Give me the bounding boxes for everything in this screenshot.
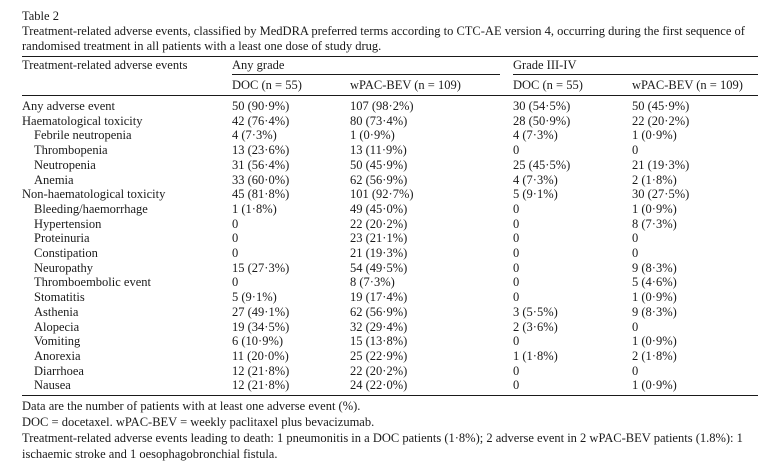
table-cell: 21 (19·3%) bbox=[350, 246, 408, 260]
table-cell: 45 (81·8%) bbox=[232, 187, 290, 202]
table-cell: 1 (0·9%) bbox=[632, 201, 677, 216]
table-cell: 5 (4·6%) bbox=[632, 275, 677, 290]
table-cell: 1 (0·9%) bbox=[632, 378, 677, 393]
table-cell: 33 (60·0%) bbox=[232, 172, 290, 187]
footnote-abbrev: DOC = docetaxel. wPAC-BEV = weekly paclitaxel plus bevacizumab. bbox=[22, 415, 375, 429]
table-cell: 13 (23·6%) bbox=[232, 143, 290, 158]
row-label: Nausea bbox=[34, 378, 71, 393]
table-cell: 1 (0·9%) bbox=[350, 128, 395, 143]
table-cell: 0 bbox=[513, 260, 520, 275]
table-cell: 2 (1·8%) bbox=[632, 172, 677, 187]
table-cell: 0 bbox=[232, 246, 239, 260]
row-label: Thrombopenia bbox=[34, 143, 108, 158]
table-cell: 19 (17·4%) bbox=[350, 290, 408, 305]
table-cell: 15 (13·8%) bbox=[350, 334, 408, 349]
table-cell: 0 bbox=[513, 231, 520, 246]
table-cell: 25 (22·9%) bbox=[350, 348, 408, 363]
table-cell: 0 bbox=[513, 275, 520, 290]
table-cell: 2 (3·6%) bbox=[513, 319, 558, 334]
row-label: Neuropathy bbox=[34, 260, 94, 275]
row-label: Febrile neutropenia bbox=[34, 128, 132, 143]
row-label: Stomatitis bbox=[34, 290, 85, 305]
table-cell: 22 (20·2%) bbox=[350, 363, 408, 378]
table-cell: 9 (8·3%) bbox=[632, 260, 677, 275]
footnote-deaths: Treatment-related adverse events leading to death: 1 pneumonitis in a DOC patients (1·8%); 2 adverse event in 2 wPAC-BEV patients (1.8%): 1 ischaemic stroke and 1 oesophagobronchial fistula. bbox=[22, 431, 743, 461]
table-cell: 12 (21·8%) bbox=[232, 378, 290, 393]
table-label: Table 2 bbox=[22, 9, 59, 23]
row-label: Bleeding/haemorrhage bbox=[34, 201, 148, 216]
row-label-header: Treatment-related adverse events bbox=[22, 58, 188, 72]
row-label: Anemia bbox=[34, 172, 74, 187]
row-label: Thromboembolic event bbox=[34, 275, 151, 290]
row-label: Haematological toxicity bbox=[22, 113, 143, 128]
table-cell: 1 (0·9%) bbox=[632, 290, 677, 305]
table-cell: 23 (21·1%) bbox=[350, 231, 408, 246]
table-cell: 22 (20·2%) bbox=[632, 113, 690, 128]
row-label: Diarrhoea bbox=[34, 363, 84, 378]
table-cell: 15 (27·3%) bbox=[232, 260, 290, 275]
table-cell: 4 (7·3%) bbox=[513, 128, 558, 143]
table-cell: 5 (9·1%) bbox=[513, 187, 558, 202]
table-cell: 3 (5·5%) bbox=[513, 304, 558, 319]
row-label: Hypertension bbox=[34, 216, 102, 231]
group-any-grade: Any grade bbox=[232, 58, 285, 72]
table-cell: 30 (27·5%) bbox=[632, 187, 690, 202]
table-cell: 0 bbox=[232, 231, 239, 246]
table-cell: 4 (7·3%) bbox=[513, 172, 558, 187]
any-grade-rule bbox=[232, 74, 500, 75]
table-cell: 0 bbox=[632, 246, 639, 260]
table-cell: 1 (1·8%) bbox=[232, 201, 277, 216]
table-cell: 27 (49·1%) bbox=[232, 304, 290, 319]
table-cell: 1 (0·9%) bbox=[632, 334, 677, 349]
table-cell: 0 bbox=[513, 143, 520, 158]
table-cell: 9 (8·3%) bbox=[632, 304, 677, 319]
table-cell: 19 (34·5%) bbox=[232, 319, 290, 334]
row-label: Non-haematological toxicity bbox=[22, 187, 166, 202]
table-cell: 4 (7·3%) bbox=[232, 128, 277, 143]
table-cell: 21 (19·3%) bbox=[632, 157, 690, 172]
row-label: Proteinuria bbox=[34, 231, 90, 246]
table-cell: 0 bbox=[513, 363, 520, 378]
table-cell: 0 bbox=[632, 143, 639, 158]
row-label: Asthenia bbox=[34, 304, 79, 319]
row-label: Vomiting bbox=[34, 334, 81, 349]
header-rule bbox=[22, 95, 758, 96]
table-cell: 0 bbox=[632, 231, 639, 246]
col-header-wpac-severe: wPAC-BEV (n = 109) bbox=[632, 78, 743, 92]
table-cell: 62 (56·9%) bbox=[350, 304, 408, 319]
table-cell: 6 (10·9%) bbox=[232, 334, 284, 349]
footnote-data: Data are the number of patients with at least one adverse event (%). bbox=[22, 399, 361, 413]
table-cell: 80 (73·4%) bbox=[350, 113, 408, 128]
table-cell: 0 bbox=[513, 378, 520, 393]
table-cell: 30 (54·5%) bbox=[513, 99, 571, 113]
table-cell: 24 (22·0%) bbox=[350, 378, 408, 393]
grade-3-4-rule bbox=[513, 74, 758, 75]
table-cell: 31 (56·4%) bbox=[232, 157, 290, 172]
table-cell: 2 (1·8%) bbox=[632, 348, 677, 363]
row-label: Any adverse event bbox=[22, 99, 116, 113]
table-cell: 50 (45·9%) bbox=[350, 157, 408, 172]
table-cell: 107 (98·2%) bbox=[350, 99, 414, 113]
table-cell: 11 (20·0%) bbox=[232, 348, 289, 363]
table-cell: 32 (29·4%) bbox=[350, 319, 408, 334]
table-cell: 1 (1·8%) bbox=[513, 348, 558, 363]
table-cell: 42 (76·4%) bbox=[232, 113, 290, 128]
table-cell: 49 (45·0%) bbox=[350, 201, 408, 216]
table-cell: 0 bbox=[513, 201, 520, 216]
table-cell: 22 (20·2%) bbox=[350, 216, 408, 231]
table-cell: 1 (0·9%) bbox=[632, 128, 677, 143]
table-cell: 50 (45·9%) bbox=[632, 99, 690, 113]
table-cell: 101 (92·7%) bbox=[350, 187, 414, 202]
table-caption: Treatment-related adverse events, classified by MedDRA preferred terms according to CTC-AE version 4, occurring during the first sequence of randomised treatment in all patients with a least one dose of study drug. bbox=[22, 24, 745, 53]
table-cell: 0 bbox=[513, 290, 520, 305]
table-cell: 8 (7·3%) bbox=[350, 275, 395, 290]
table-cell: 13 (11·9%) bbox=[350, 143, 407, 158]
col-header-doc-severe: DOC (n = 55) bbox=[513, 78, 583, 92]
table-cell: 28 (50·9%) bbox=[513, 113, 571, 128]
table-cell: 5 (9·1%) bbox=[232, 290, 277, 305]
bottom-rule bbox=[22, 395, 758, 396]
table-cell: 0 bbox=[513, 334, 520, 349]
table-cell: 0 bbox=[513, 216, 520, 231]
table-cell: 0 bbox=[632, 319, 639, 334]
col-header-doc-any: DOC (n = 55) bbox=[232, 78, 302, 92]
col-header-wpac-any: wPAC-BEV (n = 109) bbox=[350, 78, 461, 92]
table-cell: 54 (49·5%) bbox=[350, 260, 408, 275]
table-cell: 0 bbox=[632, 363, 639, 378]
table-cell: 50 (90·9%) bbox=[232, 99, 290, 113]
group-grade-3-4: Grade III-IV bbox=[513, 58, 577, 72]
table-cell: 0 bbox=[232, 275, 239, 290]
row-label: Constipation bbox=[34, 246, 98, 260]
table-cell: 0 bbox=[513, 246, 520, 260]
table-cell: 8 (7·3%) bbox=[632, 216, 677, 231]
table-cell: 12 (21·8%) bbox=[232, 363, 290, 378]
row-label: Alopecia bbox=[34, 319, 80, 334]
table-cell: 0 bbox=[232, 216, 239, 231]
table-cell: 62 (56·9%) bbox=[350, 172, 408, 187]
row-label: Neutropenia bbox=[34, 157, 96, 172]
table-cell: 25 (45·5%) bbox=[513, 157, 571, 172]
row-label: Anorexia bbox=[34, 348, 81, 363]
